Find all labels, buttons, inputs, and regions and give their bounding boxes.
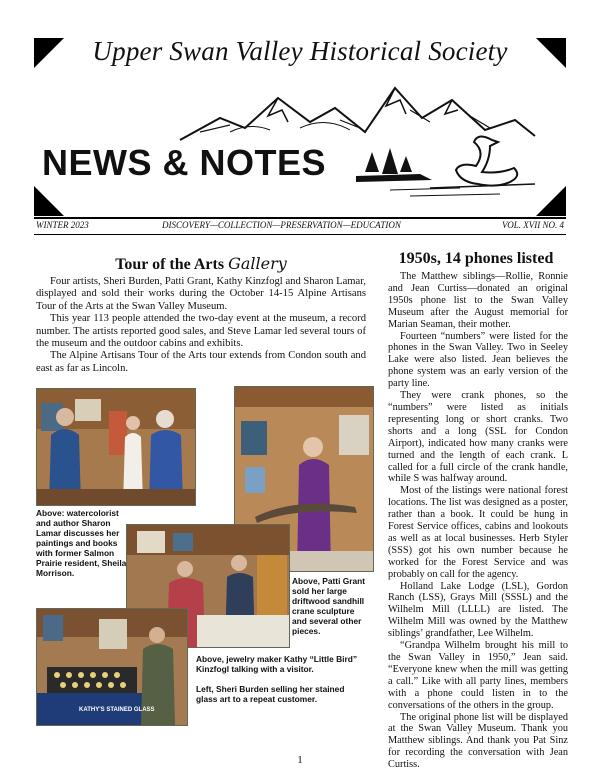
paragraph: The original phone list will be displayed at the Swan Valley Museum. Thank you Matthew siblings. And thank you Pat Sinz for recording the conversation with Jean Curtiss. [388, 711, 568, 771]
society-title: Upper Swan Valley Historical Society [92, 36, 508, 66]
paragraph: They were crank phones, so the “numbers” were listed as initials representing long or short cranks. Two shorts and a long (SSL for Condon Airport), indicated how many cranks were turned and the length of each crank. L called for a full circle of the crank handle, while S was halfway around. [388, 390, 568, 485]
tagline: DISCOVERY—COLLECTION—PRESERVATION—EDUCATION [162, 220, 401, 230]
article-body-tour-of-arts [36, 276, 366, 375]
article-heading-tour-of-arts [36, 254, 366, 274]
paragraph: Most of the listings were national forest locations. The list was designed as a poster, rather than a book. It could be hung in Forest Service offices, cabins and lookouts as well as at local businesses. Herb Styler (SSS) got his own number because he worked for the Forest Service and was probably on call for the agency. [388, 485, 568, 580]
issue-rule [34, 234, 566, 235]
issue-volume: VOL. XVII NO. 4 [502, 220, 564, 230]
paragraph: This year 113 people attended the two-day event at the museum, a record number. The artists reported good sales, and Steve Lamar led several tours of the museum and the outdoor cabins and exhibits. [36, 313, 366, 350]
caption-patti: Above, Patti Grant sold her large driftwood sandhill crane sculpture and several other pieces. [292, 576, 366, 636]
paragraph: Four artists, Sheri Burden, Patti Grant, Kathy Kinzfogl and Sharon Lamar, displayed and sold their works during the October 14-15 Alpine Artisans Tour of the Arts at the Swan Valley Museum. [36, 276, 366, 312]
paragraph: Fourteen “numbers” were listed for the phones in the Swan Valley. Two in Seeley Lake were also listed. Jean believes the phone system was an early version of the party line. [388, 330, 568, 390]
photo-sheri-burden [36, 608, 188, 726]
paragraph: The Matthew siblings—Rollie, Ronnie and Jean Curtiss—donated an original 1950s phone list to the Swan Valley Museum after the August memorial for Marian Seaman, their mother. [388, 271, 568, 330]
corner-ornament [536, 38, 566, 68]
corner-ornament [34, 186, 64, 216]
paragraph: Holland Lake Lodge (LSL), Gordon Ranch (LSS), Grays Mill (SSSL) and the Wilhelm Mill (LLLL) are listed. The Wilhelm Mill was owned by the Matthew siblings’ grandfather, Lee Wilhelm. [388, 580, 568, 640]
caption-kathy: Above, jewelry maker Kathy “Little Bird” Kinzfogl talking with a visitor. [196, 654, 358, 674]
header-rule [34, 217, 566, 219]
caption-sheri: Left, Sheri Burden selling her stained glass art to a repeat customer. [196, 684, 345, 704]
photo-sharon-lamar [36, 388, 196, 506]
page-number: 1 [297, 754, 303, 766]
newsletter-title: NEWS & NOTES [42, 142, 327, 183]
article-body-phones [388, 271, 568, 771]
heading-text: Tour of the Arts [115, 256, 229, 273]
photo-sign-text: KATHY'S STAINED GLASS [79, 707, 155, 713]
paragraph: The Alpine Artisans Tour of the Arts tour extends from Condon south and east as far as Lincoln. [36, 350, 366, 374]
paragraph: “Grandpa Wilhelm brought his mill to the Swan Valley in 1950,” Jean said. “Everyone knew when the mill was getting a call.” Like with all party lines, members with a phone could listen in to the conversations of the others in the group. [388, 640, 568, 711]
corner-ornament [536, 186, 566, 216]
article-heading-phones: 1950s, 14 phones listed [398, 250, 554, 267]
issue-season: WINTER 2023 [36, 220, 89, 230]
heading-italic-text: Gallery [228, 254, 287, 273]
issue-bar [34, 220, 566, 234]
caption-sharon: Above: watercolorist and author Sharon Lamar discusses her paintings and books with former Salmon Prairie resident, Sheila Morrison. [36, 508, 127, 578]
